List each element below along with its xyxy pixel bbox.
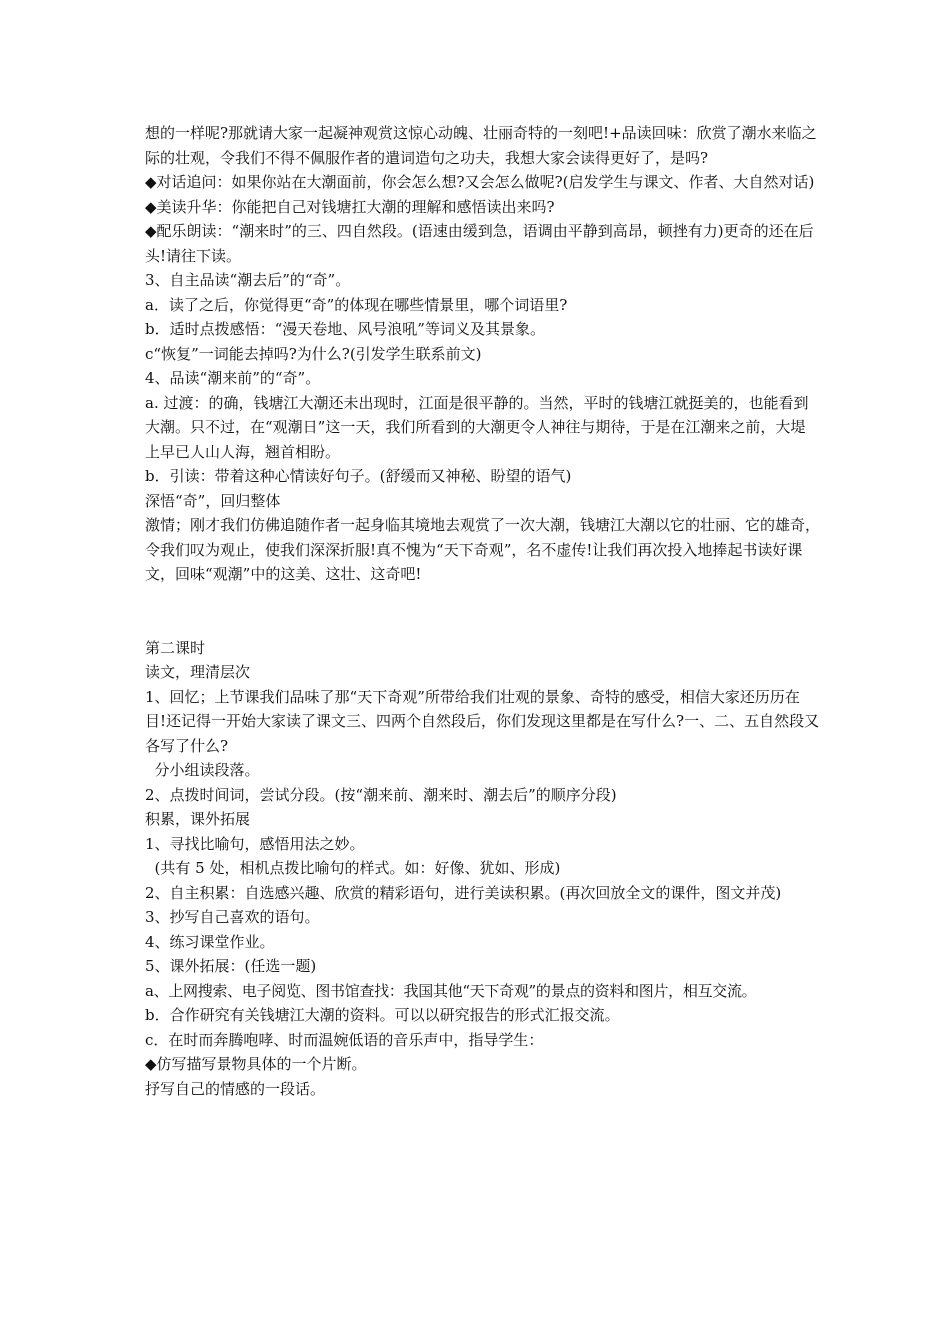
paragraph: c“恢复”一词能去掉吗?为什么?(引发学生联系前文) [145, 344, 482, 363]
paragraph: a．读了之后，你觉得更“奇”的体现在哪些情景里，哪个词语里? [145, 295, 568, 314]
paragraph: ◆对话追问：如果你站在大潮面前，你会怎么想?又会怎么做呢?(启发学生与课文、作者、大自然对话) [145, 173, 815, 191]
lesson-two-section [145, 636, 820, 1102]
paragraph: a. 过渡：的确，钱塘江大潮还未出现时，江面是很平静的。当然，平时的钱塘江就挺美的，也能看到大潮。只不过，在“观潮日”这一天，我们所看到的大潮更令人神往与期待，于是在江潮来之前，大堤上早已人山人海，翘首相盼。 [145, 393, 809, 461]
paragraph: 4、练习课堂作业。 [145, 932, 275, 951]
section-heading: 读文，理清层次 [145, 663, 251, 681]
paragraph: b．合作研究有关钱塘江大潮的资料。可以以研究报告的形式汇报交流。 [145, 1006, 620, 1024]
paragraph: 2、点拨时间词，尝试分段。(按“潮来前、潮来时、潮去后”的顺序分段) [145, 785, 617, 804]
paragraph: 2、自主积累：自选感兴趣、欣赏的精彩语句，进行美读积累。(再次回放全文的课件，图文并茂) [145, 883, 782, 902]
paragraph: 抒写自己的情感的一段话。 [145, 1079, 326, 1098]
paragraph: c．在时而奔腾咆哮、时而温婉低语的音乐声中，指导学生： [145, 1030, 544, 1049]
lesson-title: 第二课时 [145, 638, 206, 657]
section-heading: 深悟“奇”，回归整体 [145, 491, 281, 510]
paragraph: 想的一样呢?那就请大家一起凝神观赏这惊心动魄、壮丽奇特的一刻吧!+品读回味：欣赏了潮水来临之际的壮观，令我们不得不佩服作者的遣词造句之功夫，我想大家会读得更好了，是吗? [145, 124, 817, 167]
paragraph: 1、回忆；上节课我们品味了那“天下奇观”所带给我们壮观的景象、奇特的感受，相信大家还历历在目!还记得一开始大家读了课文三、四两个自然段后，你们发现这里都是在写什么?一、二、五自然段又各写了什么? [145, 687, 820, 755]
paragraph: ◆仿写描写景物具体的一个片断。 [145, 1055, 367, 1073]
paragraph: 分小组读段落。 [145, 761, 260, 779]
paragraph: ◆配乐朗读：“潮来时”的三、四自然段。(语速由缓到急，语调由平静到高昂，顿挫有力)更奇的还在后头!请往下读。 [145, 222, 814, 265]
paragraph: a、上网搜索、电子阅览、图书馆查找：我国其他“天下奇观”的景点的资料和图片，相互交流。 [145, 981, 757, 1000]
paragraph: 3、抄写自己喜欢的语句。 [145, 908, 320, 926]
paragraph: 激情；刚才我们仿佛追随作者一起身临其境地去观赏了一次大潮，钱塘江大潮以它的壮丽、它的雄奇，令我们叹为观止，使我们深深折服!真不愧为“天下奇观”，名不虚传!让我们再次投入地捧起书读好课文，回味“观潮”中的这美、这壮、这奇吧! [145, 516, 821, 583]
paragraph: b．适时点拨感悟：“漫天卷地、风号浪吼”等词义及其景象。 [145, 320, 545, 338]
lesson-one-section [145, 121, 820, 587]
paragraph: 5、课外拓展：(任选一题) [145, 957, 317, 975]
paragraph: (共有 5 处，相机点拨比喻句的样式。如：好像、犹如、形成) [145, 859, 561, 877]
paragraph: ◆美读升华：你能把自己对钱塘扛大潮的理解和感悟读出来吗? [145, 197, 555, 216]
paragraph: 1、寻找比喻句，感悟用法之妙。 [145, 834, 365, 853]
document-page [145, 121, 820, 1101]
section-spacer [145, 587, 820, 636]
paragraph: 3、自主品读“潮去后”的“奇”。 [145, 271, 351, 289]
paragraph: 4、品读“潮来前”的“奇”。 [145, 369, 321, 387]
section-heading: 积累，课外拓展 [145, 810, 251, 828]
paragraph: b．引读：带着这种心情读好句子。(舒缓而又神秘、盼望的语气) [145, 467, 572, 485]
